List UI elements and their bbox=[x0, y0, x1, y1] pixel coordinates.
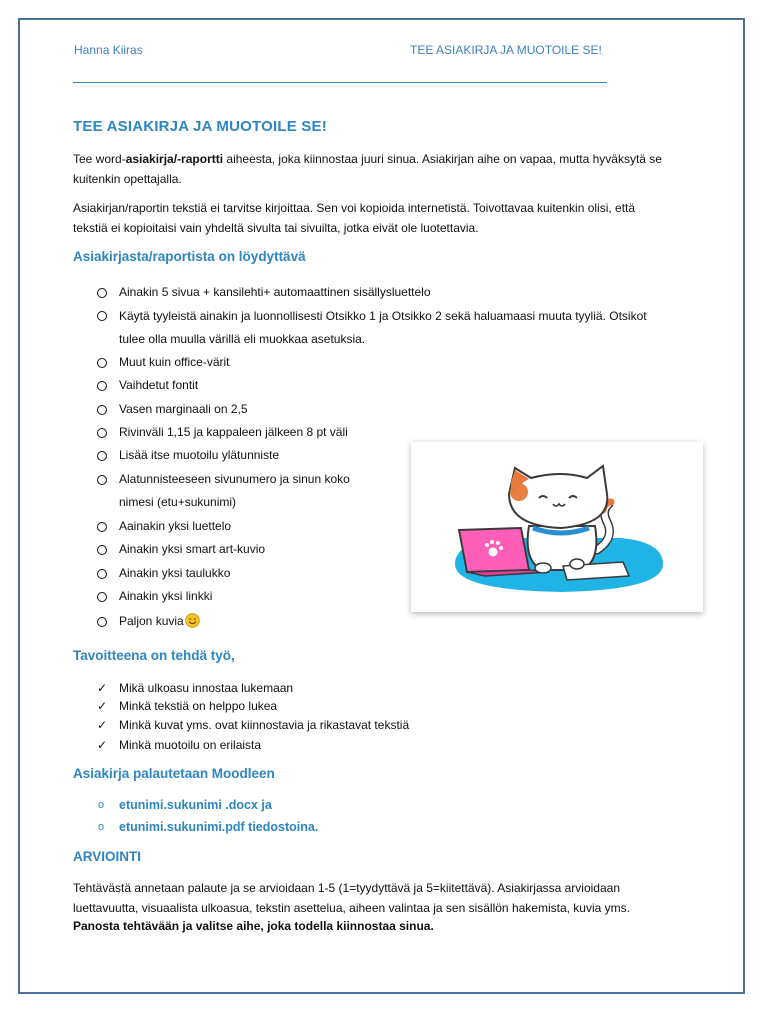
evaluation-bold-line: Panosta tehtävään ja valitse aihe, joka todella kiinnostaa sinua. bbox=[73, 919, 434, 933]
list-item: Rivinväli 1,15 ja kappaleen jälkeen 8 pt väli bbox=[119, 425, 348, 439]
list-item-continued: tulee olla muulla värillä eli muokkaa asetuksia. bbox=[119, 332, 366, 346]
intro-text-b: aiheesta, joka kiinnostaa juuri sinua. Asiakirjan aihe on vapaa, mutta hyväksytä se bbox=[223, 152, 662, 166]
para2-line-2: tekstiä ei kopioitaisi vain yhdeltä sivulta tai sivuilta, jotka eivät ole luotettavia. bbox=[73, 221, 479, 235]
list-item bbox=[119, 610, 200, 633]
section-heading-return: Asiakirja palautetaan Moodleen bbox=[73, 766, 275, 781]
list-item-label: Paljon kuvia bbox=[119, 614, 184, 628]
intro-line-1 bbox=[73, 149, 662, 169]
circle-bullet-icon bbox=[96, 427, 108, 439]
list-item: Ainakin yksi linkki bbox=[119, 589, 213, 603]
list-item: Vasen marginaali on 2,5 bbox=[119, 402, 248, 416]
evaluation-line-2: luettavuutta, visuaalista ulkoasua, tekstin asettelua, aiheen valintaa ja sen sisällön hakemista, kuvia yms. bbox=[73, 901, 630, 915]
list-item: Minkä kuvat yms. ovat kiinnostavia ja rikastavat tekstiä bbox=[119, 718, 410, 732]
header-divider bbox=[73, 82, 607, 83]
o-bullet-icon: o bbox=[98, 821, 105, 833]
circle-bullet-icon bbox=[96, 521, 108, 533]
list-item: Muut kuin office-värit bbox=[119, 355, 230, 369]
check-icon: ✓ bbox=[97, 699, 108, 713]
intro-text-a: Tee word- bbox=[73, 152, 126, 166]
list-item: Aainakin yksi luettelo bbox=[119, 519, 232, 533]
list-item: Vaihdetut fontit bbox=[119, 378, 199, 392]
smiley-icon bbox=[185, 613, 200, 628]
list-item: Minkä tekstiä on helppo lukea bbox=[119, 699, 278, 713]
list-item: Mikä ulkoasu innostaa lukemaan bbox=[119, 681, 294, 695]
section-heading-goals: Tavoitteena on tehdä työ, bbox=[73, 648, 235, 663]
list-item: Ainakin 5 sivua + kansilehti+ automaattinen sisällysluettelo bbox=[119, 285, 431, 299]
para2-line-1: Asiakirjan/raportin tekstiä ei tarvitse kirjoittaa. Sen voi kopioida internetistä. Toivottavaa kuitenkin olisi, että bbox=[73, 201, 636, 215]
list-item: Lisää itse muotoilu ylätunniste bbox=[119, 448, 280, 462]
page-title: TEE ASIAKIRJA JA MUOTOILE SE! bbox=[73, 118, 327, 135]
list-item: Alatunnisteeseen sivunumero ja sinun koko bbox=[119, 472, 350, 486]
circle-bullet-icon bbox=[96, 616, 108, 628]
filename-item: etunimi.sukunimi.pdf tiedostoina. bbox=[119, 820, 319, 834]
intro-line-2: kuitenkin opettajalla. bbox=[73, 172, 182, 186]
check-icon: ✓ bbox=[97, 738, 108, 752]
header-author: Hanna Kiiras bbox=[74, 43, 143, 57]
circle-bullet-icon bbox=[96, 474, 108, 486]
circle-bullet-icon bbox=[96, 568, 108, 580]
list-item: Käytä tyyleistä ainakin ja luonnollisesti Otsikko 1 ja Otsikko 2 sekä haluamaasi muuta tyyliä. Otsikot bbox=[119, 309, 647, 323]
filename-item: etunimi.sukunimi .docx ja bbox=[119, 798, 272, 812]
list-item: Ainakin yksi taulukko bbox=[119, 566, 231, 580]
circle-bullet-icon bbox=[96, 310, 108, 322]
circle-bullet-icon bbox=[96, 357, 108, 369]
check-icon: ✓ bbox=[97, 681, 108, 695]
section-heading-evaluation: ARVIOINTI bbox=[73, 849, 142, 864]
list-item: Ainakin yksi smart art-kuvio bbox=[119, 542, 266, 556]
section-heading-requirements: Asiakirjasta/raportista on löydyttävä bbox=[73, 249, 306, 264]
cat-laptop-illustration-icon bbox=[411, 442, 703, 612]
check-icon: ✓ bbox=[97, 718, 108, 732]
list-item: Minkä muotoilu on erilaista bbox=[119, 738, 262, 752]
intro-bold: asiakirja/-raportti bbox=[125, 152, 224, 166]
list-item-continued: nimesi (etu+sukunimi) bbox=[119, 495, 237, 509]
circle-bullet-icon bbox=[96, 450, 108, 462]
circle-bullet-icon bbox=[96, 380, 108, 392]
header-title: TEE ASIAKIRJA JA MUOTOILE SE! bbox=[410, 43, 602, 57]
circle-bullet-icon bbox=[96, 591, 108, 603]
circle-bullet-icon bbox=[96, 544, 108, 556]
circle-bullet-icon bbox=[96, 404, 108, 416]
cat-laptop-illustration bbox=[411, 442, 703, 612]
evaluation-line-1: Tehtävästä annetaan palaute ja se arvioidaan 1-5 (1=tyydyttävä ja 5=kiitettävä). Asiakirjassa arvioidaan bbox=[73, 881, 620, 895]
circle-bullet-icon bbox=[96, 287, 108, 299]
o-bullet-icon: o bbox=[98, 799, 105, 811]
